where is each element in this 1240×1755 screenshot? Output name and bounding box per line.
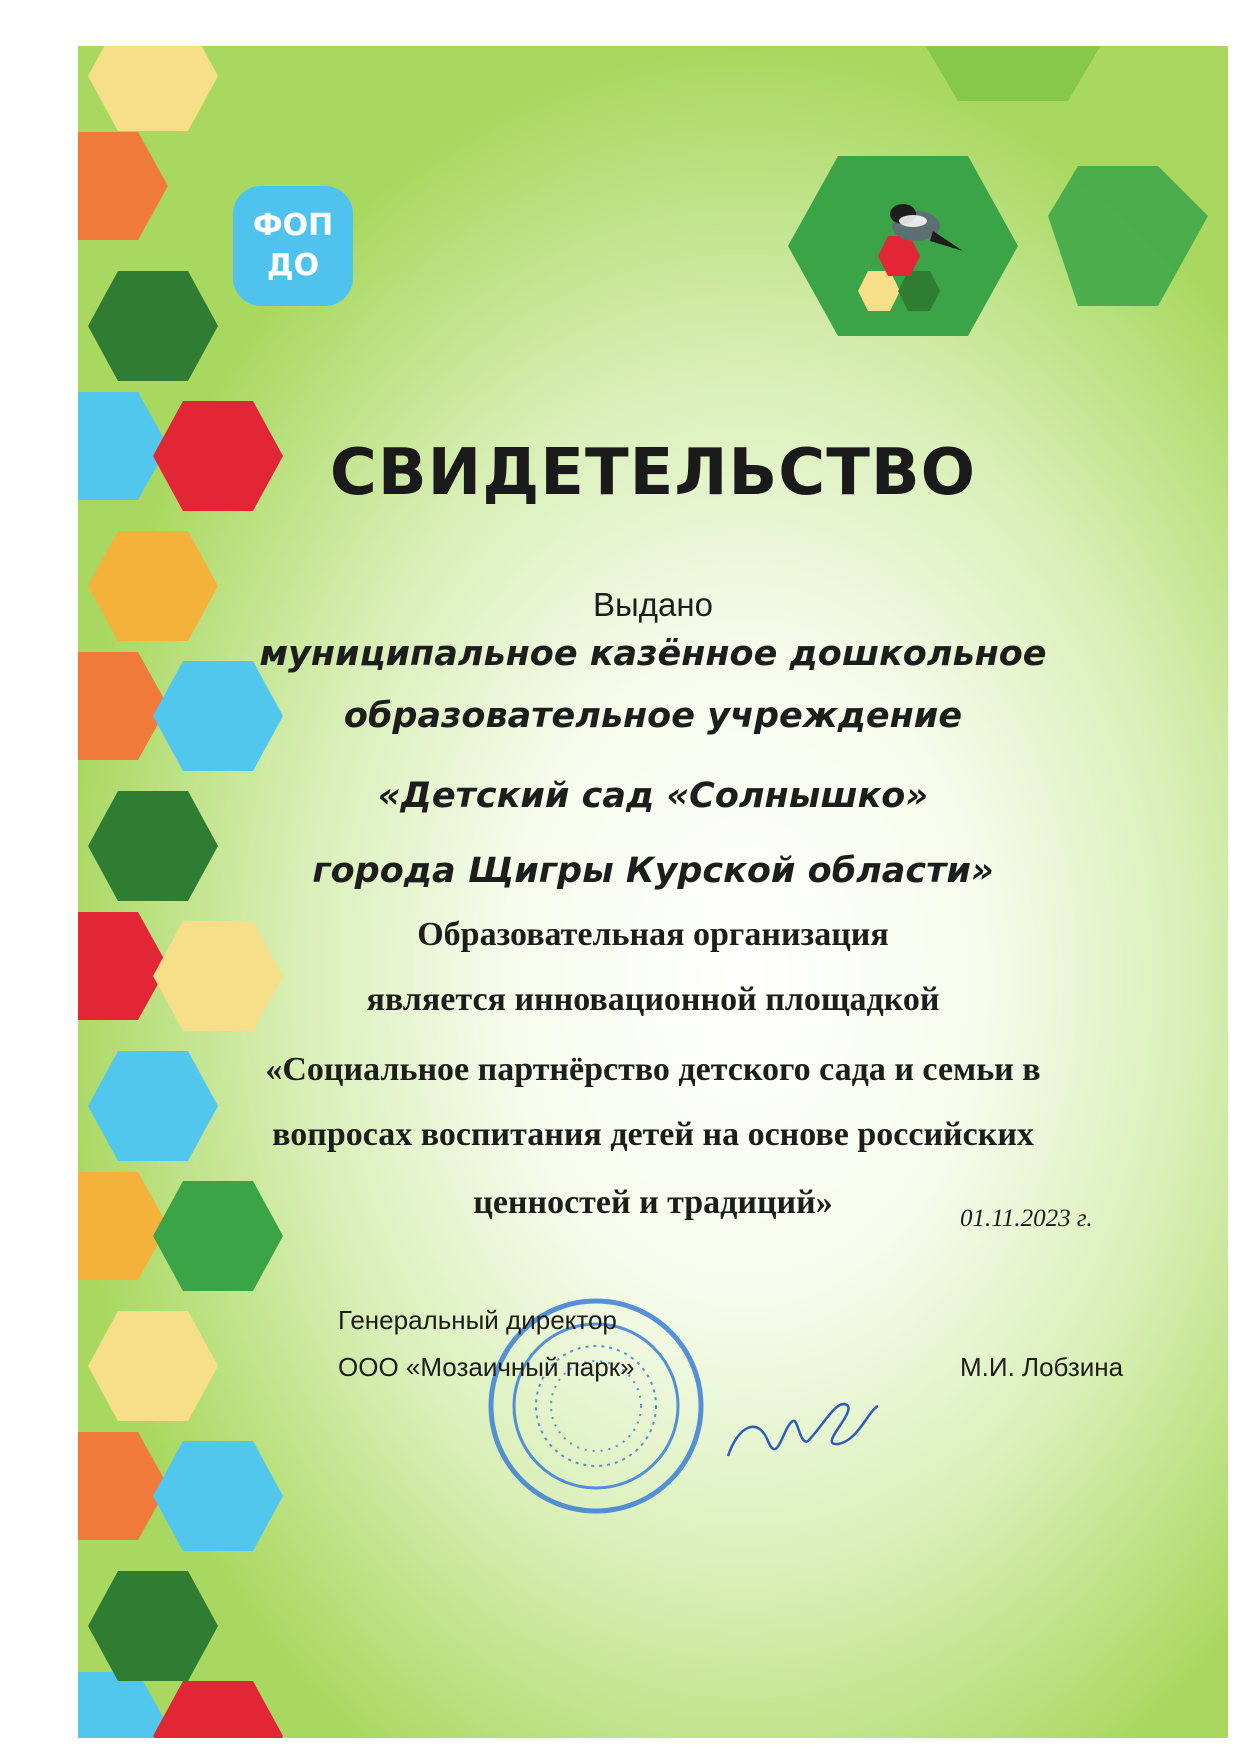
issue-date: 01.11.2023 г. (960, 1205, 1093, 1232)
fop-do-badge (233, 186, 353, 306)
organization-line-4: города Щигры Курской области» (312, 851, 994, 891)
signatory-company: ООО «Мозаичный парк» (338, 1352, 635, 1382)
statement-line-1: Образовательная организация (417, 916, 889, 953)
signatory-position: Генеральный директор (338, 1305, 617, 1335)
statement-line-2: является инновационной площадкой (366, 981, 940, 1018)
certificate-sheet (78, 46, 1228, 1738)
organization-line-2: образовательное учреждение (343, 696, 963, 736)
organization-line-1: муниципальное казённое дошкольное (259, 634, 1047, 674)
issued-label: Выдано (593, 586, 713, 623)
statement-line-4: вопросах воспитания детей на основе российских (272, 1116, 1034, 1153)
badge-line-2: ДО (266, 248, 320, 283)
statement-line-5: ценностей и традиций» (473, 1184, 833, 1221)
certificate-title: СВИДЕТЕЛЬСТВО (329, 436, 977, 510)
signature-mark (728, 1404, 878, 1456)
signatory-name: М.И. Лобзина (960, 1352, 1124, 1382)
organization-line-3: «Детский сад «Солнышко» (377, 776, 929, 816)
badge-line-1: ФОП (252, 208, 334, 243)
statement-line-3: «Социальное партнёрство детского сада и семьи в (265, 1051, 1041, 1088)
